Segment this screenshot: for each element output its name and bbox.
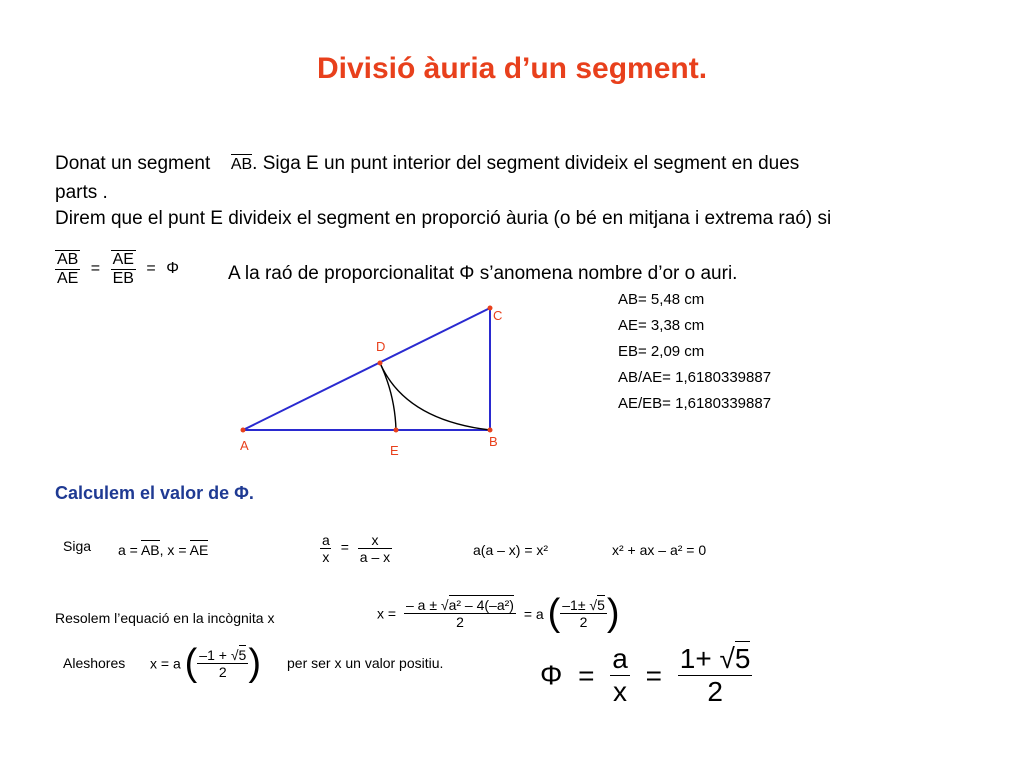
ratio-eb: EB	[112, 270, 134, 287]
pos-num-a: –1 +	[199, 647, 227, 663]
final-eq-2: =	[645, 659, 662, 691]
sol-eq-a: = a	[523, 605, 544, 622]
ratio-ae-den: AE	[57, 270, 79, 287]
measurement-ae: AE= 3,38 cm	[618, 317, 705, 334]
calc-heading: Calculem el valor de Φ.	[55, 483, 254, 503]
sol-num2-rad: 5	[597, 597, 605, 613]
resolem-label: Resolem l’equació en la incògnita x	[55, 610, 275, 626]
final-x: x	[610, 675, 630, 708]
positive-solution: x = a ( $\frac{-1 + √5}{2}$ )	[150, 642, 261, 684]
ratio-ab: AB	[57, 251, 79, 268]
prop-a: a	[322, 532, 330, 548]
sol-den1: 2	[404, 613, 516, 630]
pos-den: 2	[197, 663, 248, 680]
pos-paren-open: (	[184, 642, 198, 684]
point-a	[241, 428, 246, 433]
pos-paren-close: )	[248, 642, 261, 684]
segment-ac-line	[243, 308, 490, 430]
point-b	[488, 428, 493, 433]
prop-x2: x	[371, 532, 379, 548]
ratio-phi: Φ	[166, 260, 179, 278]
final-num-a: 1+	[679, 643, 712, 674]
intro-line-2: parts .	[55, 182, 108, 203]
phi-final-formula: Φ = $\frac{a}{x}$ = $\frac{1+ √5}{2}$	[540, 643, 751, 707]
prop-amx: a – x	[359, 549, 391, 565]
final-a: a	[612, 643, 628, 674]
sol-num2-a: –1±	[562, 597, 586, 613]
quadratic-solution: x = $\frac{\text{– a ± √a² – 4(–a²)}}{2}$ = a ( $\frac{-1\pm √5}{2}$ )	[377, 592, 620, 634]
sol-num1-rad: a² – 4(–a²)	[448, 597, 514, 613]
sol-num1-a: – a ±	[405, 597, 438, 613]
pos-num-rad: 5	[238, 647, 247, 663]
intro-line-3: Direm que el punt E divideix el segment en proporció àuria (o bé en mitjana i extrema raó) si	[55, 208, 832, 229]
sol-den2: 2	[560, 613, 607, 630]
arc-d-to-e	[380, 363, 396, 430]
point-c	[488, 306, 493, 311]
label-e: E	[390, 443, 399, 458]
golden-number-text: A la raó de proporcionalitat Φ s’anomena nombre d’or o auri.	[228, 263, 738, 284]
proportion-formula	[320, 532, 392, 565]
ratio-ae-num: AE	[112, 251, 134, 268]
ratio-eq-1: =	[90, 260, 101, 278]
def-ab: AB	[140, 542, 160, 558]
def-ae: AE	[189, 542, 209, 558]
equation-2: x² + ax – a² = 0	[612, 542, 707, 558]
measurement-eb: EB= 2,09 cm	[618, 343, 705, 360]
paren-close: )	[606, 592, 620, 634]
paren-open: (	[547, 592, 561, 634]
point-d	[378, 361, 383, 366]
point-e	[394, 428, 399, 433]
measurement-ae-eb: AE/EB= 1,6180339887	[618, 395, 772, 412]
def-sep: , x =	[159, 542, 190, 558]
pos-x-eq: x = a	[150, 655, 181, 672]
intro-text-1b: . Siga E un punt interior del segment divideix el segment en dues	[252, 153, 800, 174]
siga-label: Siga	[63, 538, 92, 554]
final-phi: Φ	[540, 659, 563, 691]
ratio-eq-2: =	[146, 260, 156, 278]
page-title: Divisió àuria d’un segment.	[316, 52, 708, 85]
label-b: B	[489, 434, 498, 449]
aleshores-label: Aleshores	[63, 655, 126, 671]
prop-x: x	[322, 549, 330, 565]
prop-eq: =	[340, 539, 349, 556]
arc-d-to-b	[380, 363, 490, 430]
equation-1: a(a – x) = x²	[473, 542, 549, 558]
final-eq-1: =	[578, 659, 595, 691]
label-c: C	[493, 308, 503, 323]
label-a: A	[240, 438, 249, 453]
measurement-ab-ae: AB/AE= 1,6180339887	[618, 369, 772, 386]
segment-ab-label: AB	[230, 156, 253, 173]
sol-x-eq: x =	[377, 605, 397, 622]
positive-note: per ser x un valor positiu.	[287, 655, 444, 671]
def-a: a =	[118, 542, 141, 558]
final-den: 2	[678, 675, 753, 708]
intro-text-1a: Donat un segment	[55, 153, 211, 174]
measurement-ab: AB= 5,48 cm	[618, 291, 705, 308]
final-num-rad: 5	[734, 643, 751, 674]
siga-definition	[118, 542, 208, 558]
label-d: D	[376, 339, 386, 354]
measurements-list	[618, 287, 771, 417]
